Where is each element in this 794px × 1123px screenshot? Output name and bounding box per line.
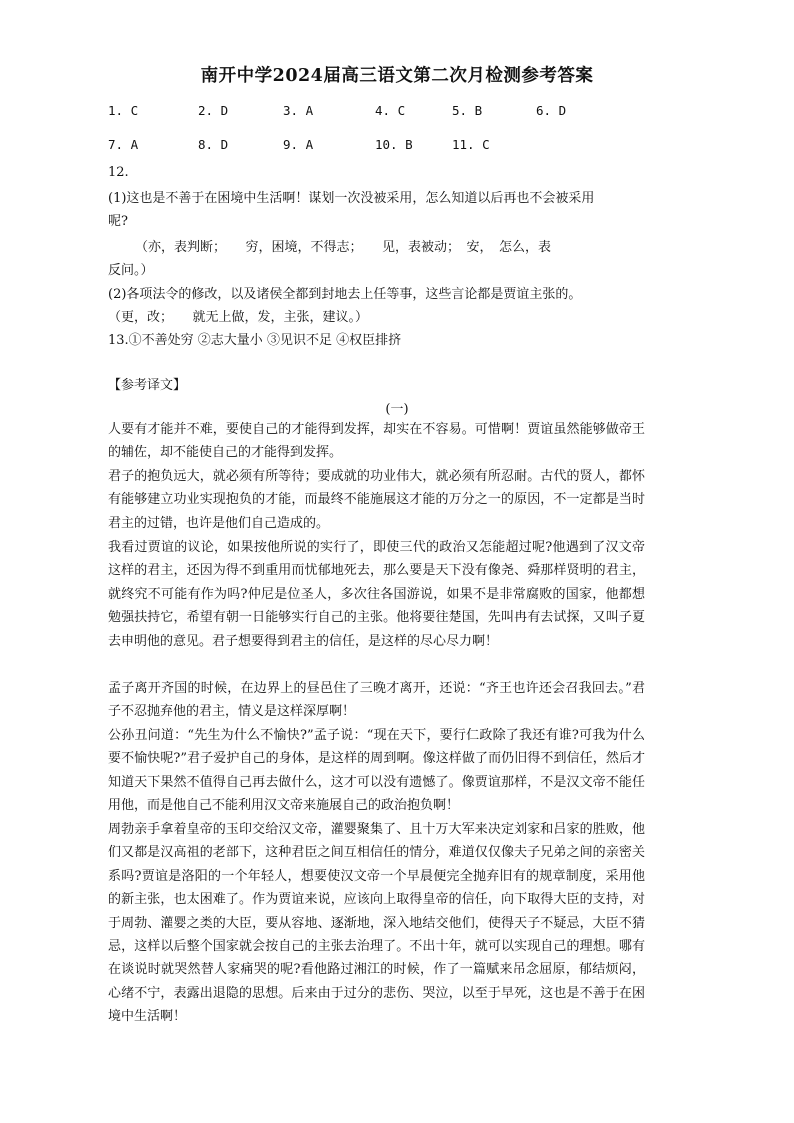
paragraph-5: 公孙丑问道：“先生为什么不愉快?”孟子说：“现在天下，要行仁政除了我还有谁?可我为什么要不愉快呢?”君子爱护自己的身体，是这样的周到啊。像这样做了而仍旧得不到信任，然后才知道天下果然不值得自己再去做什么，这才可以没有遗憾了。像贾谊那样，不是汉文帝不能任用他，而是他自己不能利用汉文帝来施展自己的政治抱负啊！	[108, 728, 645, 814]
q12-translation-1-line1: (1)这也是不善于在困境中生活啊！谋划一次没被采用，怎么知道以后再也不会被采用	[108, 191, 595, 206]
answer-11: 11. C	[452, 137, 490, 152]
paragraph-2: 君子的抱负远大，就必须有所等待；要成就的功业伟大，就必须有所忍耐。古代的贤人，都怀有能够建立功业实现抱负的才能，而最终不能施展这才能的万分之一的原因，不一定都是当时君主的过错，也许是他们自己造成的。	[108, 469, 645, 531]
page-title: 南开中学2024届高三语文第二次月检测参考答案	[200, 66, 594, 86]
q12-translation-1-line2: 呢?	[108, 214, 128, 229]
paragraph-1: 人要有才能并不难，要使自己的才能得到发挥，却实在不容易。可惜啊！贾谊虽然能够做帝王的辅佐，却不能使自己的才能得到发挥。	[108, 422, 645, 461]
answer-7: 7. A	[108, 137, 139, 152]
q12-note-1-line1: （亦，表判断； 穷，困境，不得志； 见，表被动； 安， 怎么，表	[135, 240, 552, 255]
answer-2: 2. D	[198, 103, 229, 118]
answer-9: 9. A	[283, 137, 314, 152]
section-mark: (一)	[385, 402, 409, 417]
answer-8: 8. D	[198, 137, 229, 152]
paragraph-4: 孟子离开齐国的时候，在边界上的昼邑住了三晚才离开，还说：“齐王也许还会召我回去。”君子不忍抛弃他的君主，情义是这样深厚啊！	[108, 681, 645, 720]
q13-answer: 13.①不善处穷 ②志大量小 ③见识不足 ④权臣排挤	[108, 333, 402, 348]
q12-note-2: （更，改； 就无上做，发，主张，建议。）	[108, 310, 369, 325]
paragraph-6: 周勃亲手拿着皇帝的玉印交给汉文帝，灌婴聚集了、且十万大军来决定刘家和吕家的胜败，他们又都是汉高祖的老部下，这种君臣之间互相信任的情分，难道仅仅像夫子兄弟之间的亲密关系吗?贾谊是洛阳的一个年轻人，想要使汉文帝一个早晨便完全抛弃旧有的规章制度，采用他的新主张，也太困难了。作为贾谊来说，应该向上取得皇帝的信任，向下取得大臣的支持，对于周勃、灌婴之类的大臣，要从容地、逐渐地，深入地结交他们，使得天子不疑忌，大臣不猜忌，这样以后整个国家就会按自己的主张去治理了。不出十年，就可以实现自己的理想。哪有在谈说时就哭然替人家痛哭的呢?看他路过湘江的时候，作了一篇赋来吊念屈原，郁结烦闷，心绪不宁，表露出退隐的思想。后来由于过分的悲伤、哭泣，以至于早死，这也是不善于在困境中生活啊！	[108, 822, 645, 1025]
q12-note-1-line2: 反问。）	[108, 263, 154, 278]
answer-10: 10. B	[375, 137, 413, 152]
answer-4: 4. C	[375, 103, 406, 118]
paragraph-3: 我看过贾谊的议论，如果按他所说的实行了，即使三代的政治又怎能超过呢?他遇到了汉文帝这样的君主，还因为得不到重用而忧郁地死去，那么要是天下没有像尧、舜那样贤明的君主，就终究不可能有作为吗?仲尼是位圣人，多次往各国游说，如果不是非常腐败的国家，他都想勉强扶持它，希望有朝一日能够实行自己的主张。他将要往楚国，先叫冉有去试探，又叫子夏去申明他的意见。君子想要得到君主的信任，是这样的尽心尽力啊！	[108, 540, 645, 649]
answer-6: 6. D	[536, 103, 567, 118]
q12-translation-2: (2)各项法令的修改，以及诸侯全都到封地去上任等事，这些言论都是贾谊主张的。	[108, 287, 582, 302]
answer-5: 5. B	[452, 103, 483, 118]
q12-label: 12.	[108, 165, 129, 180]
reference-heading: 【参考译文】	[108, 378, 187, 393]
answer-3: 3. A	[283, 103, 314, 118]
answer-1: 1. C	[108, 103, 139, 118]
